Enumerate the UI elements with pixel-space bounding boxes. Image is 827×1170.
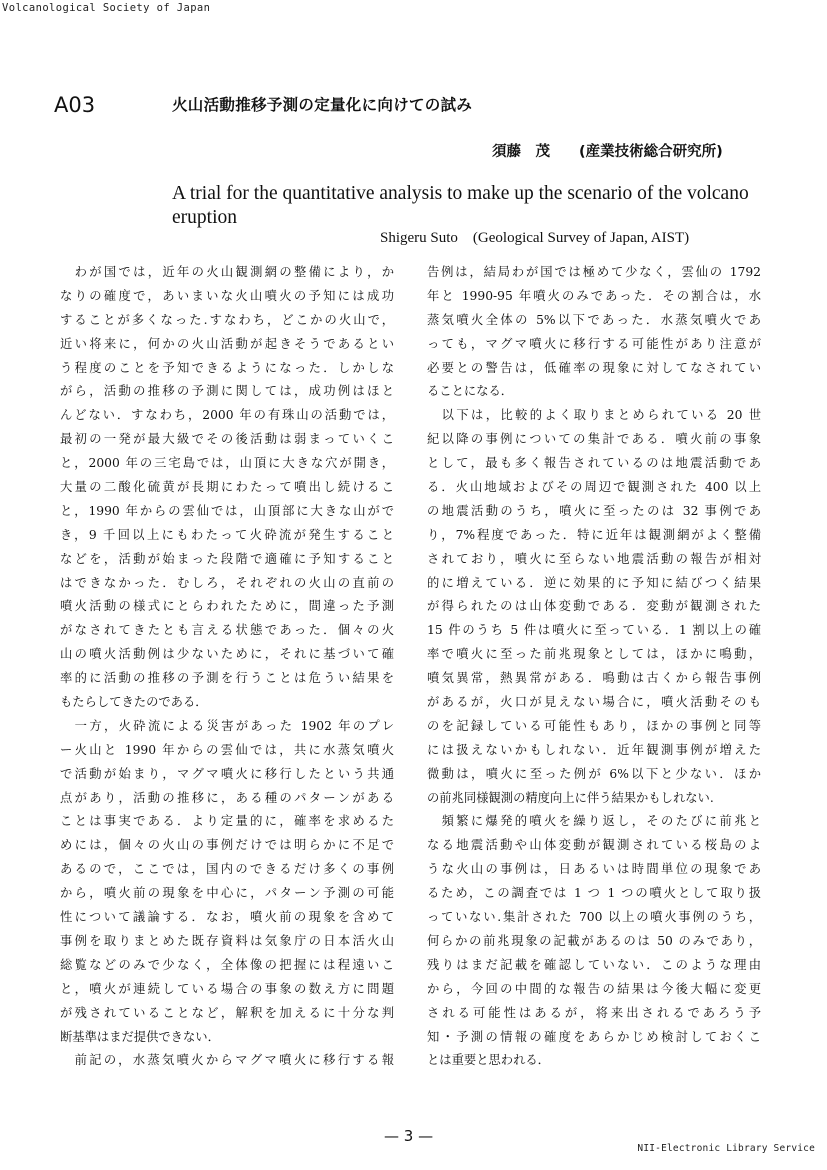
text-line: 事例を取りまとめた既存資料は気象庁の日本活火山 xyxy=(60,933,394,948)
text-line: がら，活動の推移の予測に関しては，成功例はほと xyxy=(60,384,394,399)
text-line: 的に増えている．逆に効果的に予知に結びつく結果 xyxy=(427,575,761,590)
text-line: の地震活動のうち，噴火に至ったのは 32 事例であ xyxy=(427,503,761,518)
text-line: 点があり，活動の推移に，ある種のパターンがある xyxy=(60,790,394,805)
presentation-code: A03 xyxy=(54,93,96,117)
text-line: 噴火活動の様式にとらわれたために，間違った予測 xyxy=(60,599,394,614)
text-line: るため，この調査では 1 つ 1 つの噴火として取り扱 xyxy=(427,886,761,901)
text-line: あるので，ここでは，国内のできるだけ多くの事例 xyxy=(60,862,394,877)
text-line: んどない．すなわち，2000 年の有珠山の活動では， xyxy=(60,408,394,423)
left-text-column xyxy=(60,261,394,1073)
text-line: 微動は，噴火に至った例が 6%以下と少ない．ほか xyxy=(427,766,761,781)
text-line: 率で噴火に至った前兆現象としては，ほかに鳴動， xyxy=(427,647,761,662)
text-line: 噴気異常，熱異常がある．鳴動は古くから報告事例 xyxy=(427,671,761,686)
text-line: わが国では，近年の火山観測網の整備により，か xyxy=(60,265,394,279)
text-line: 何らかの前兆現象の記載があるのは 50 のみであり， xyxy=(427,933,761,948)
text-line: 頻繁に爆発的噴火を繰り返し，そのたびに前兆と xyxy=(427,814,761,829)
text-line: されており，噴火に至らない地震活動の報告が相対 xyxy=(427,551,761,566)
text-line: う程度のことを予知できるようになった．しかしな xyxy=(60,360,394,375)
text-line: 性について議論する．なお，噴火前の現象を含めて xyxy=(60,910,394,925)
text-line: 近い将来に，何かの火山活動が起きそうであるとい xyxy=(60,336,394,351)
text-line: 前記の，水蒸気噴火からマグマ噴火に移行する報 xyxy=(60,1053,394,1068)
japanese-author: 須藤 茂 (産業技術総合研究所) xyxy=(492,144,723,160)
text-line: はできなかった．むしろ，それぞれの火山の直前の xyxy=(60,575,394,590)
text-line: 残りはまだ記載を確認していない．このような理由 xyxy=(427,957,761,972)
library-footer: NII-Electronic Library Service xyxy=(637,1143,815,1154)
text-line: 率的に活動の推移の予測を行うことは危うい結果を xyxy=(60,671,394,686)
text-line: などを，活動が始まった段階で適確に予知すること xyxy=(60,551,394,566)
text-line: 山の噴火活動例は少ないために，それに基づいて確 xyxy=(60,647,394,662)
text-line: には扱えないかもしれない．近年観測事例が増えた xyxy=(427,742,761,757)
text-line: うな火山の事例は，日あるいは時間単位の現象であ xyxy=(427,862,761,877)
text-line: めには，個々の火山の事例だけでは明らかに不足で xyxy=(60,838,394,853)
page-number: — 3 — xyxy=(384,1127,434,1145)
society-header: Volcanological Society of Japan xyxy=(2,2,211,14)
text-line: 必要との警告は，低確率の現象に対してなされてい xyxy=(427,360,761,375)
text-line: 紀以降の事例についての集計である．噴火前の事象 xyxy=(427,432,761,447)
text-line: なりの確度で，あいまいな火山噴火の予知には成功 xyxy=(60,288,394,303)
text-line: ることになる． xyxy=(427,384,514,399)
right-text-column xyxy=(427,261,761,1073)
text-line: っても，マグマ噴火に移行する可能性があり注意が xyxy=(427,336,761,351)
japanese-title: 火山活動推移予測の定量化に向けての試み xyxy=(172,96,473,114)
text-line: き，9 千回以上にもわたって火砕流が発生すること xyxy=(60,527,394,542)
text-line: っていない.集計された 700 以上の噴火事例のうち， xyxy=(427,910,761,925)
text-line: ー火山と 1990 年からの雲仙では，共に水蒸気噴火 xyxy=(60,742,394,757)
text-line: のを記録している可能性もあり，ほかの事例と同等 xyxy=(427,718,761,733)
text-line: 最初の一発が最大級でその後活動は弱まっていくこ xyxy=(60,432,394,447)
text-line: る．火山地域およびその周辺で観測された 400 以上 xyxy=(427,480,761,495)
text-line: ことは事実である．より定量的に，確率を求めるた xyxy=(60,814,394,829)
text-line: 総覧などのみで少なく，全体像の把握には程遠いこ xyxy=(60,957,394,972)
text-line: 知・予測の情報の確度をあらかじめ検討しておくこ xyxy=(427,1029,761,1044)
text-line: 以下は，比較的よく取りまとめられている 20 世 xyxy=(427,408,761,423)
text-line: の前兆同様観測の精度向上に伴う結果かもしれない. xyxy=(427,790,714,805)
english-title: A trial for the quantitative analysis to make up the scenario of the volcano eruption xyxy=(172,183,749,228)
text-line: から，噴火前の現象を中心に，パターン予測の可能 xyxy=(60,886,394,901)
text-line: が残されていることなど，解釈を加えるに十分な判 xyxy=(60,1005,394,1020)
text-line: があるが，火口が見えない場合に，噴火活動そのも xyxy=(427,695,761,710)
text-line: 大量の二酸化硫黄が長期にわたって噴出し続けるこ xyxy=(60,480,394,495)
text-line: で活動が始まり，マグマ噴火に移行したという共通 xyxy=(60,766,394,781)
text-line: から，今回の中間的な報告の結果は今後大幅に変更 xyxy=(427,981,761,996)
text-line: と，1990 年からの雲仙では，山頂部に大きな山がで xyxy=(60,503,394,518)
text-line: が得られたのは山体変動である．変動が観測された xyxy=(427,599,761,614)
text-line: なる地震活動や山体変動が観測されている桜島のよ xyxy=(427,838,761,853)
text-line: もたらしてきたのである． xyxy=(60,695,208,710)
text-line: がなされてきたとも言える状態であった．個々の火 xyxy=(60,623,394,638)
text-line: することが多くなった.すなわち，どこかの火山で， xyxy=(60,312,394,327)
text-line: と，噴火が連続している場合の事象の数え方に問題 xyxy=(60,981,394,996)
text-line: 断基準はまだ提供できない． xyxy=(60,1029,220,1044)
text-line: と，2000 年の三宅島では，山頂に大きな穴が開き， xyxy=(60,456,394,471)
text-line: 蒸気噴火全体の 5%以下であった．水蒸気噴火であ xyxy=(427,312,761,327)
text-line: として，最も多く報告されているのは地震活動であ xyxy=(427,456,761,471)
text-line: 年と 1990-95 年噴火のみであった．その割合は，水 xyxy=(427,288,761,303)
text-line: 15 件のうち 5 件は噴火に至っている．1 割以上の確 xyxy=(427,623,761,638)
text-line: り，7%程度であった．特に近年は観測網がよく整備 xyxy=(427,527,761,542)
text-line: とは重要と思われる． xyxy=(427,1053,550,1068)
text-line: 一方，火砕流による災害があった 1902 年のプレ xyxy=(60,718,394,733)
text-line: 告例は，結局わが国では極めて少なく，雲仙の 1792 xyxy=(427,265,761,279)
text-line: される可能性はあるが，将来出されるであろう予 xyxy=(427,1005,761,1020)
english-author: Shigeru Suto (Geological Survey of Japan, AIST) xyxy=(380,230,690,246)
